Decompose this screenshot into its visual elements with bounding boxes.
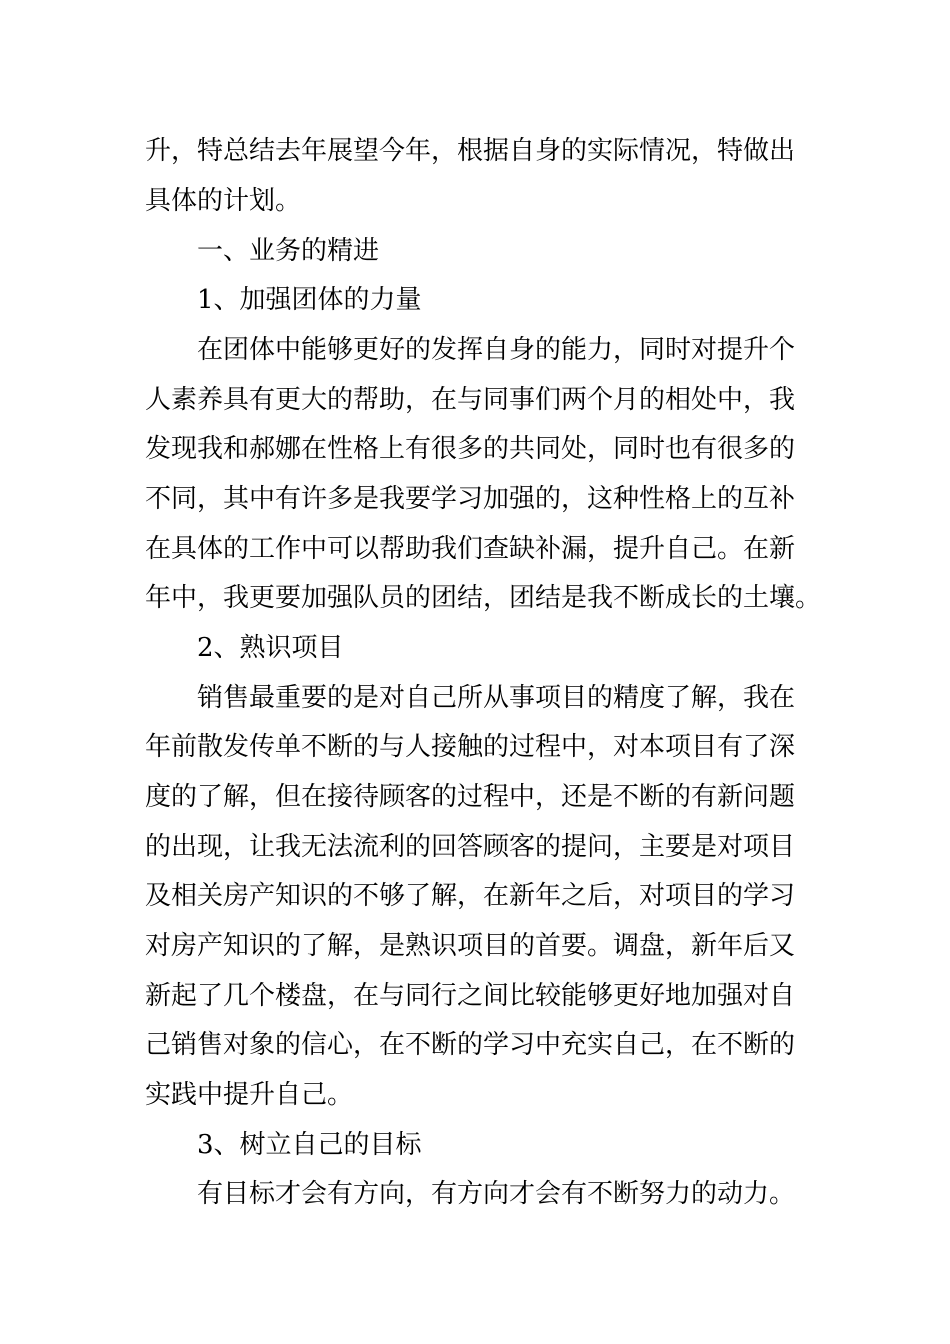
paragraph-line: 销售最重要的是对自己所从事项目的精度了解，我在 (197, 683, 796, 713)
section-heading: 一、业务的精进 (197, 236, 380, 266)
paragraph-line: 实践中提升自己。 (145, 1080, 354, 1110)
subsection-heading: 3、树立自己的目标 (197, 1130, 422, 1160)
paragraph-line: 具体的计划。 (145, 186, 302, 216)
paragraph-line: 在具体的工作中可以帮助我们查缺补漏，提升自己。在新 (145, 534, 796, 564)
subsection-heading: 2、熟识项目 (197, 633, 344, 663)
paragraph-line: 己销售对象的信心，在不断的学习中充实自己，在不断的 (145, 1030, 796, 1060)
paragraph-line: 年中，我更要加强队员的团结，团结是我不断成长的土壤。 (145, 583, 822, 613)
paragraph-line: 人素养具有更大的帮助，在与同事们两个月的相处中，我 (145, 385, 796, 415)
paragraph-line: 年前散发传单不断的与人接触的过程中，对本项目有了深 (145, 732, 796, 762)
paragraph-line: 新起了几个楼盘，在与同行之间比较能够更好地加强对自 (145, 981, 796, 1011)
subsection-heading: 1、加强团体的力量 (197, 285, 422, 315)
paragraph-line: 升，特总结去年展望今年，根据自身的实际情况，特做出 (145, 136, 796, 166)
paragraph-line: 不同，其中有许多是我要学习加强的，这种性格上的互补 (145, 484, 796, 514)
paragraph-line: 发现我和郝娜在性格上有很多的共同处，同时也有很多的 (145, 434, 796, 464)
paragraph-line: 度的了解，但在接待顾客的过程中，还是不断的有新问题 (145, 782, 796, 812)
paragraph-line: 有目标才会有方向，有方向才会有不断努力的动力。 (197, 1179, 796, 1209)
paragraph-line: 在团体中能够更好的发挥自身的能力，同时对提升个 (197, 335, 796, 365)
paragraph-line: 对房产知识的了解，是熟识项目的首要。调盘，新年后又 (145, 931, 796, 961)
paragraph-line: 的出现，让我无法流利的回答顾客的提问，主要是对项目 (145, 832, 796, 862)
paragraph-line: 及相关房产知识的不够了解，在新年之后，对项目的学习 (145, 881, 796, 911)
